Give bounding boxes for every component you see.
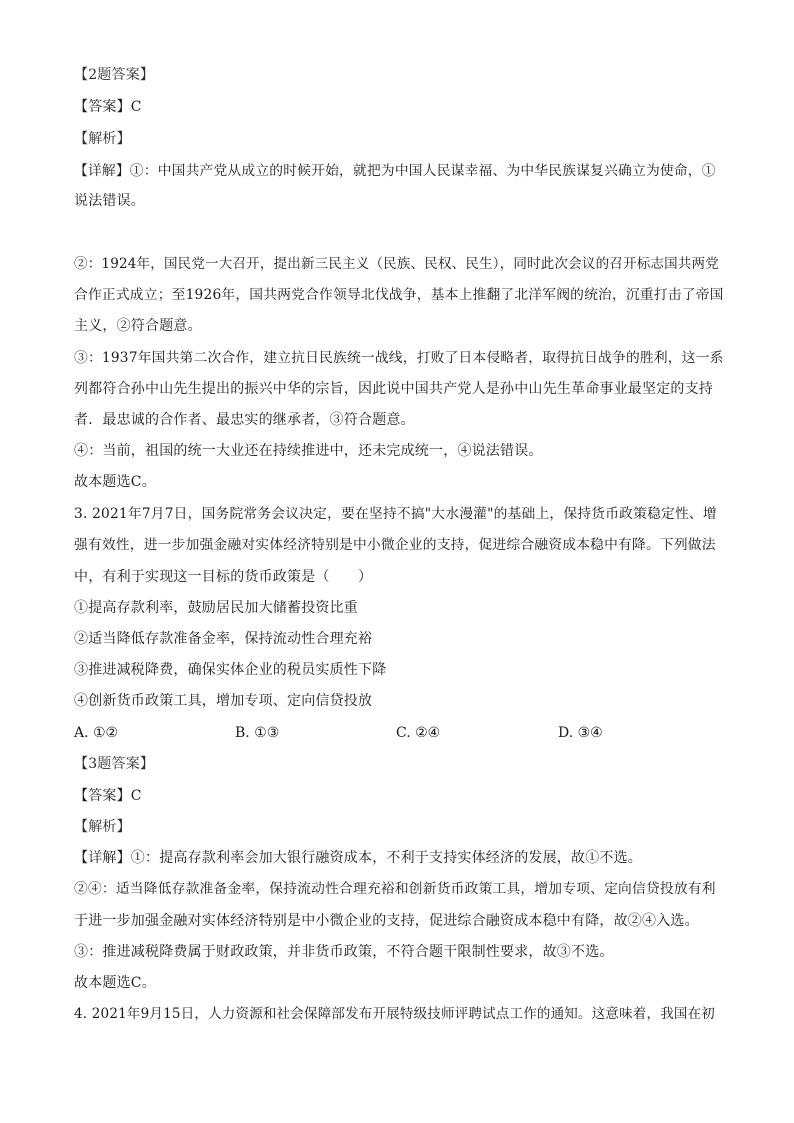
q2-detail-line: 者．最忠诚的合作者、最忠实的继承者，③符合题意。 — [74, 412, 415, 428]
q3-option-d[interactable]: D. ③④ — [558, 725, 603, 741]
q3-statement-item: ①提高存款利率，鼓励居民加大储蓄投资比重 — [74, 600, 358, 616]
q3-detail-line: 于进一步加强金融对实体经济特别是中小微企业的支持，促进综合融资成本稳中有降，故②④入选。 — [74, 913, 699, 929]
q3-option-b[interactable]: B. ①③ — [235, 725, 280, 741]
q3-detail-line: ②④：适当降低存款准备金率，保持流动性合理充裕和创新货币政策工具，增加专项、定向信贷投放有利 — [74, 881, 716, 897]
q3-conclusion: 故本题选C。 — [74, 975, 156, 991]
q3-option-c[interactable]: C. ②④ — [396, 725, 441, 741]
q2-detail-line: 【详解】①：中国共产党从成立的时候开始，就把为中国人民谋幸福、为中华民族谋复兴确立为使命，① — [74, 163, 716, 179]
q2-detail-line: 合作正式成立；至1926年，国共两党合作领导北伐战争，基本上推翻了北洋军阀的统治，沉重打击了帝国 — [74, 287, 724, 303]
q3-option-a[interactable]: A. ①② — [74, 725, 119, 741]
q2-detail-line: 主义，②符合题意。 — [74, 318, 202, 334]
q2-detail-line: 说法错误。 — [74, 193, 145, 209]
q3-analysis-label: 【解析】 — [74, 819, 131, 835]
q3-statement-item: ④创新货币政策工具，增加专项、定向信贷投放 — [74, 693, 373, 709]
q2-answer-line: 【答案】C — [74, 99, 142, 115]
q2-analysis-label: 【解析】 — [74, 131, 131, 147]
q3-answer-line: 【答案】C — [74, 788, 142, 804]
q3-stem-line: 3. 2021年7月7日，国务院常务会议决定，要在坚持不搞"大水漫灌"的基础上，保持货币政策稳定性、增 — [74, 506, 717, 522]
q4-stem-line: 4. 2021年9月15日，人力资源和社会保障部发布开展特级技师评聘试点工作的通知。这意味着，我国在初 — [74, 1006, 715, 1022]
q2-detail-line: ②：1924年，国民党一大召开，提出新三民主义（民族、民权、民生），同时此次会议的召开标志国共两党 — [74, 256, 719, 272]
q2-detail-line: ④：当前，祖国的统一大业还在持续推进中，还未完成统一，④说法错误。 — [74, 443, 543, 459]
q3-statement-item: ③推进减税降费，确保实体企业的税员实质性下降 — [74, 662, 387, 678]
q3-options — [74, 723, 724, 743]
q2-detail-line: 列都符合孙中山先生提出的振兴中华的宗旨，因此说中国共产党人是孙中山先生革命事业最坚定的支持 — [74, 381, 713, 397]
q3-detail-line: ③：推进减税降费属于财政政策，并非货币政策，不符合题干限制性要求，故③不选。 — [74, 944, 614, 960]
q3-detail-line: 【详解】①：提高存款利率会加大银行融资成本，不利于支持实体经济的发展，故①不选。 — [74, 850, 642, 866]
q3-stem-line: 中，有利于实现这一目标的货币政策是（ ） — [74, 569, 373, 585]
q3-answer-header: 【3题答案】 — [74, 756, 155, 772]
q2-detail-line: ③：1937年国共第二次合作，建立抗日民族统一战线，打败了日本侵略者，取得抗日战争的胜利，这一系 — [74, 350, 724, 366]
q3-statement-item: ②适当降低存款准备金率，保持流动性合理充裕 — [74, 631, 373, 647]
q2-conclusion: 故本题选C。 — [74, 474, 156, 490]
q2-answer-header: 【2题答案】 — [74, 67, 155, 83]
q3-stem-line: 强有效性，进一步加强金融对实体经济特别是中小微企业的支持，促进综合融资成本稳中有降。下列做法 — [74, 537, 716, 553]
